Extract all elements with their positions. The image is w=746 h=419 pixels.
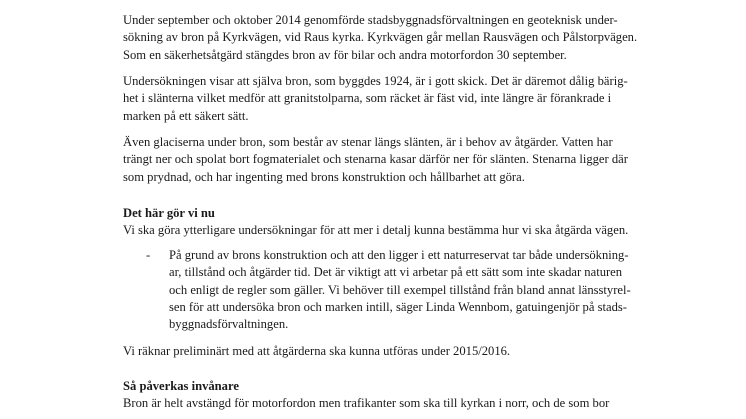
text-line: Som en säkerhetsåtgärd stängdes bron av för bilar och andra motorfordon 30 september. bbox=[123, 47, 567, 62]
bullet-item bbox=[169, 247, 631, 333]
text-line: marken på ett säkert sätt. bbox=[123, 108, 249, 123]
text-line: Även glaciserna under bron, som består av stenar längs slänten, är i behov av åtgärder. Vatten har bbox=[123, 135, 613, 149]
text-line: som prydnad, och har ingenting med brons konstruktion och hållbarhet att göra. bbox=[123, 169, 525, 184]
text-line: sökning av bron på Kyrkvägen, vid Raus kyrka. Kyrkvägen går mellan Rausvägen och Pålstorpvägen. bbox=[123, 30, 638, 45]
text-line: På grund av brons konstruktion och att den ligger i ett naturreservat tar både undersökning- bbox=[169, 248, 629, 262]
text-line: trängt ner och spolat bort fogmaterialet och stenarna kasar därför ner för slänten. Stenarna ligger där bbox=[123, 152, 628, 167]
text-line: byggnadsförvaltningen. bbox=[169, 317, 289, 332]
impact-paragraph: Bron är helt avstängd för motorfordon men trafikanter som ska till kyrkan i norr, och de som bor bbox=[123, 396, 610, 410]
actions-paragraph: Vi ska göra ytterligare undersökningar för att mer i detalj kunna bestämma hur vi ska åtgärda vägen. bbox=[123, 223, 629, 237]
glacis-paragraph bbox=[123, 134, 628, 186]
text-line: Under september och oktober 2014 genomförde stadsbyggnadsförvaltningen en geoteknisk under- bbox=[123, 13, 618, 27]
text-line: Undersökningen visar att själva bron, som byggdes 1924, är i gott skick. Det är däremot dålig bärig- bbox=[123, 74, 628, 88]
intro-paragraph bbox=[123, 12, 637, 64]
schedule-paragraph: Vi räknar preliminärt med att åtgärderna ska kunna utföras under 2015/2016. bbox=[123, 344, 511, 358]
section-heading-impact: Så påverkas invånare bbox=[123, 379, 239, 393]
section-heading-actions: Det här gör vi nu bbox=[123, 206, 215, 220]
text-line: och enligt de regler som gäller. Vi behöver till exempel tillstånd från bland annat länsstyrel- bbox=[169, 282, 631, 297]
findings-paragraph bbox=[123, 73, 628, 125]
text-line: sen för att undersöka bron och marken intill, säger Linda Wennbom, gatuingenjör på stads- bbox=[169, 299, 627, 314]
bullet-marker: - bbox=[146, 248, 151, 262]
text-line: het i slänterna vilket medför att granitstolparna, som räcket är fäst vid, inte längre är förankrade i bbox=[123, 91, 612, 106]
text-line: ar, tillstånd och åtgärder tid. Det är viktigt att vi arbetar på ett sätt som inte skadar naturen bbox=[169, 265, 623, 280]
